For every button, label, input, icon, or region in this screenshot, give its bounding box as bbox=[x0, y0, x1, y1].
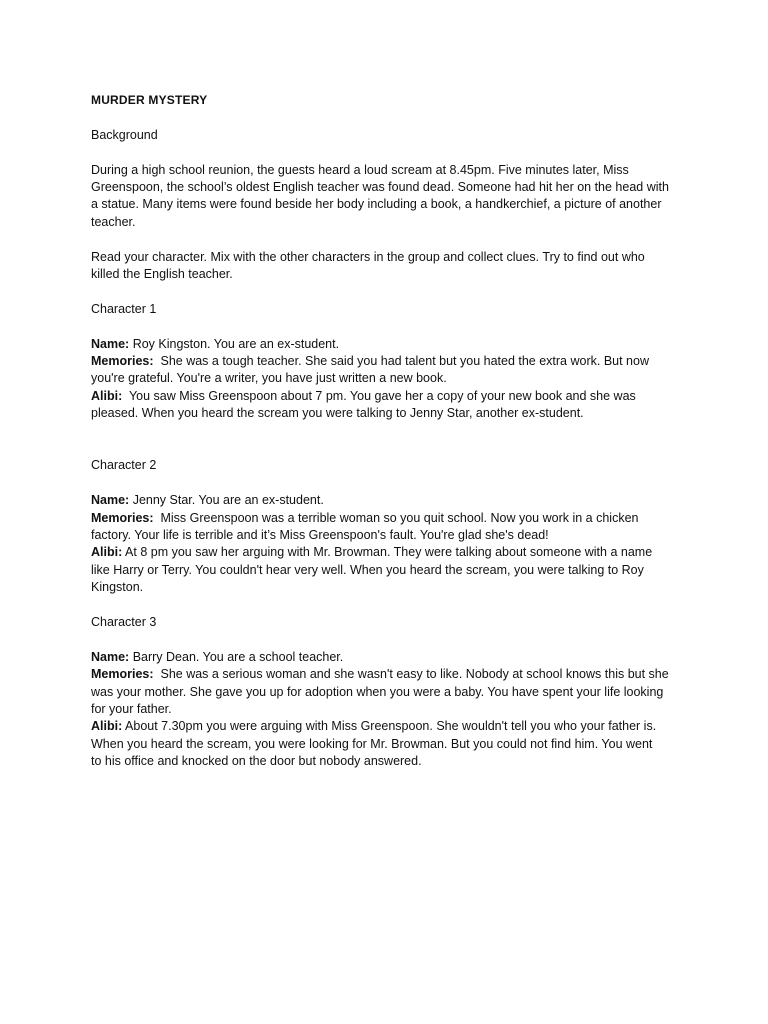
alibi-line bbox=[91, 544, 681, 561]
memories-line bbox=[91, 666, 681, 683]
text-line: During a high school reunion, the guests heard a loud scream at 8.45pm. Five minutes later, Miss bbox=[91, 162, 629, 177]
text-line: like Harry or Terry. You couldn't hear very well. When you heard the scream, you were talking to Roy bbox=[91, 562, 644, 577]
text-line: When you heard the scream, you were looking for Mr. Browman. But you could not find him. You went bbox=[91, 736, 653, 751]
text-line: Greenspoon, the school’s oldest English teacher was found dead. Someone had hit her on the head with bbox=[91, 180, 669, 194]
character-3-section bbox=[91, 614, 681, 771]
alibi-label: Alibi: bbox=[91, 719, 123, 734]
document-page bbox=[91, 92, 681, 771]
text-line: to his office and knocked on the door but nobody answered. bbox=[91, 754, 422, 769]
text-line: for your father. bbox=[91, 702, 172, 717]
text-line: a statue. Many items were found beside her body including a book, a handkerchief, a picture of another bbox=[91, 197, 662, 212]
background-heading: Background bbox=[91, 127, 158, 142]
memories-label: Memories: bbox=[91, 354, 154, 369]
memories-label: Memories: bbox=[91, 510, 154, 525]
memories-text: She was a tough teacher. She said you had talent but you hated the extra work. But now bbox=[153, 354, 649, 369]
name-text: Barry Dean. You are a school teacher. bbox=[129, 649, 344, 664]
alibi-label: Alibi: bbox=[91, 545, 123, 560]
text-line: factory. Your life is terrible and it’s Miss Greenspoon's fault. You're glad she's dead! bbox=[91, 528, 549, 543]
name-text: Jenny Star. You are an ex-student. bbox=[129, 493, 324, 508]
text-line: pleased. When you heard the scream you were talking to Jenny Star, another ex-student. bbox=[91, 406, 584, 421]
name-label: Name: bbox=[91, 336, 130, 351]
memories-text: She was a serious woman and she wasn't easy to like. Nobody at school knows this but she bbox=[153, 667, 669, 682]
alibi-text: You saw Miss Greenspoon about 7 pm. You gave her a copy of your new book and she was bbox=[122, 388, 636, 403]
name-text: Roy Kingston. You are an ex-student. bbox=[129, 336, 340, 351]
name-line bbox=[91, 336, 681, 353]
character-2-section bbox=[91, 457, 681, 596]
name-line bbox=[91, 492, 681, 509]
alibi-text: At 8 pm you saw her arguing with Mr. Browman. They were talking about someone with a name bbox=[122, 545, 653, 560]
character-1-section bbox=[91, 301, 681, 423]
text-line: was your mother. She gave you up for adoption when you were a baby. You have spent your life looking bbox=[91, 684, 664, 699]
alibi-line bbox=[91, 388, 681, 405]
alibi-label: Alibi: bbox=[91, 388, 123, 403]
memories-line bbox=[91, 510, 681, 527]
text-line: Kingston. bbox=[91, 580, 144, 595]
text-line: you're grateful. You're a writer, you have just written a new book. bbox=[91, 371, 447, 386]
alibi-text: About 7.30pm you were arguing with Miss Greenspoon. She wouldn't tell you who your father is. bbox=[122, 719, 657, 734]
background-paragraph-1 bbox=[91, 162, 681, 232]
character-heading: Character 2 bbox=[91, 458, 157, 473]
name-label: Name: bbox=[91, 649, 130, 664]
name-label: Name: bbox=[91, 493, 130, 508]
document-title: MURDER MYSTERY bbox=[91, 93, 208, 107]
name-line bbox=[91, 649, 681, 666]
text-line: killed the English teacher. bbox=[91, 267, 233, 282]
character-heading: Character 3 bbox=[91, 615, 157, 630]
text-line: Read your character. Mix with the other characters in the group and collect clues. Try to find out who bbox=[91, 249, 645, 264]
background-paragraph-2 bbox=[91, 249, 681, 284]
alibi-line bbox=[91, 718, 681, 735]
text-line: teacher. bbox=[91, 214, 136, 229]
memories-label: Memories: bbox=[91, 667, 154, 682]
memories-line bbox=[91, 353, 681, 370]
memories-text: Miss Greenspoon was a terrible woman so you quit school. Now you work in a chicken bbox=[153, 510, 639, 525]
character-heading: Character 1 bbox=[91, 301, 157, 316]
